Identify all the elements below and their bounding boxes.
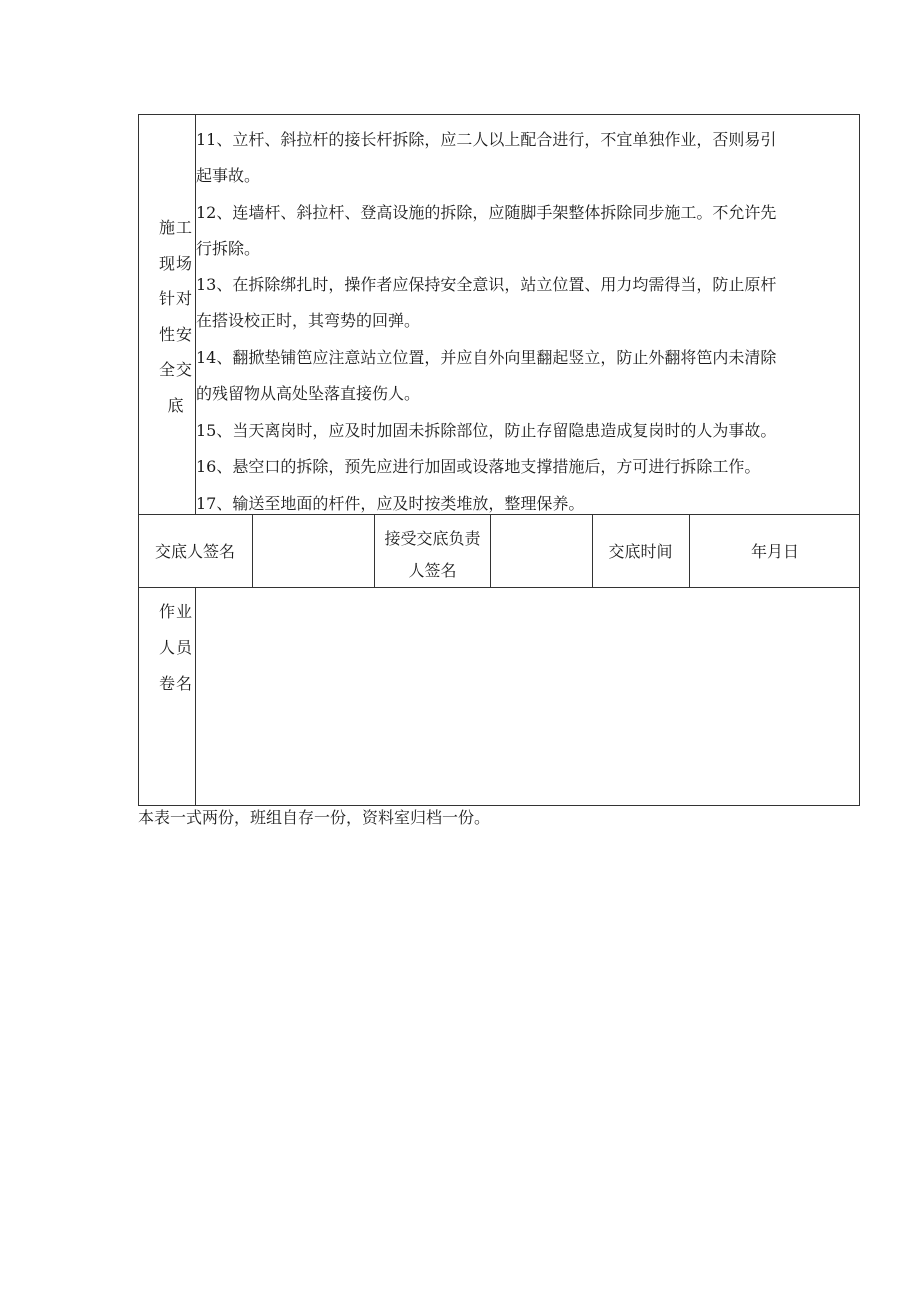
item-line: 16、悬空口的拆除，预先应进行加固或设落地支撑措施后，方可进行拆除工作。 — [196, 457, 761, 476]
safety-item-17 — [196, 486, 860, 514]
item-line: 14、翻掀垫铺笆应注意站立位置，并应自外向里翻起竖立，防止外翻将笆内未清除 — [196, 348, 777, 367]
section-label-line: 针对 — [158, 289, 193, 308]
item-line: 15、当天离岗时，应及时加固未拆除部位，防止存留隐患造成复岗时的人为事故。 — [196, 421, 777, 440]
section-label-line: 全交 — [158, 360, 193, 379]
item-line: 11、立杆、斜拉杆的接长杆拆除，应二人以上配合进行，不宜单独作业，否则易引 — [196, 130, 777, 149]
safety-item-14 — [196, 340, 860, 412]
receiver-label — [375, 523, 490, 587]
item-line: 13、在拆除绑扎时，操作者应保持安全意识，站立位置、用力均需得当，防止原杆 — [196, 275, 777, 294]
item-line: 17、输送至地面的杆件，应及时按类堆放，整理保养。 — [196, 494, 585, 513]
safety-item-15 — [196, 413, 860, 449]
discloser-label: 交底人签名 — [154, 542, 235, 561]
item-line: 在搭设校正时，其弯势的回弹。 — [196, 311, 421, 330]
item-line: 12、连墙杆、斜拉杆、登高设施的拆除，应随脚手架整体拆除同步施工。不允许先 — [196, 203, 777, 222]
receiver-signature-field[interactable] — [491, 515, 592, 587]
section-label-line: 底 — [167, 395, 185, 415]
workers-label-line: 人员 — [158, 638, 193, 657]
disclosure-time-label: 交底时间 — [608, 542, 673, 561]
safety-item-11 — [196, 122, 860, 194]
receiver-label-line: 接受交底负责 — [384, 529, 481, 548]
item-line: 行拆除。 — [196, 239, 261, 258]
section-label-line: 现场 — [158, 253, 193, 273]
section-label-line: 施工 — [158, 218, 193, 237]
section-label-line: 性安 — [158, 324, 193, 344]
safety-item-16 — [196, 449, 860, 485]
item-line: 起事故。 — [196, 166, 261, 185]
disclosure-time-value[interactable]: 年月日 — [750, 542, 799, 561]
discloser-signature-field[interactable] — [253, 515, 374, 587]
receiver-label-line: 人签名 — [408, 561, 457, 580]
workers-label-line: 作业 — [158, 602, 193, 621]
safety-item-13 — [196, 267, 860, 339]
item-line: 的残留物从高处坠落直接伤人。 — [196, 384, 421, 403]
safety-item-12 — [196, 195, 860, 267]
workers-signature-area[interactable] — [196, 588, 860, 806]
footer-note: 本表一式两份，班组自存一份，资料室归档一份。 — [138, 808, 491, 827]
workers-label-line: 卷名 — [158, 674, 193, 693]
